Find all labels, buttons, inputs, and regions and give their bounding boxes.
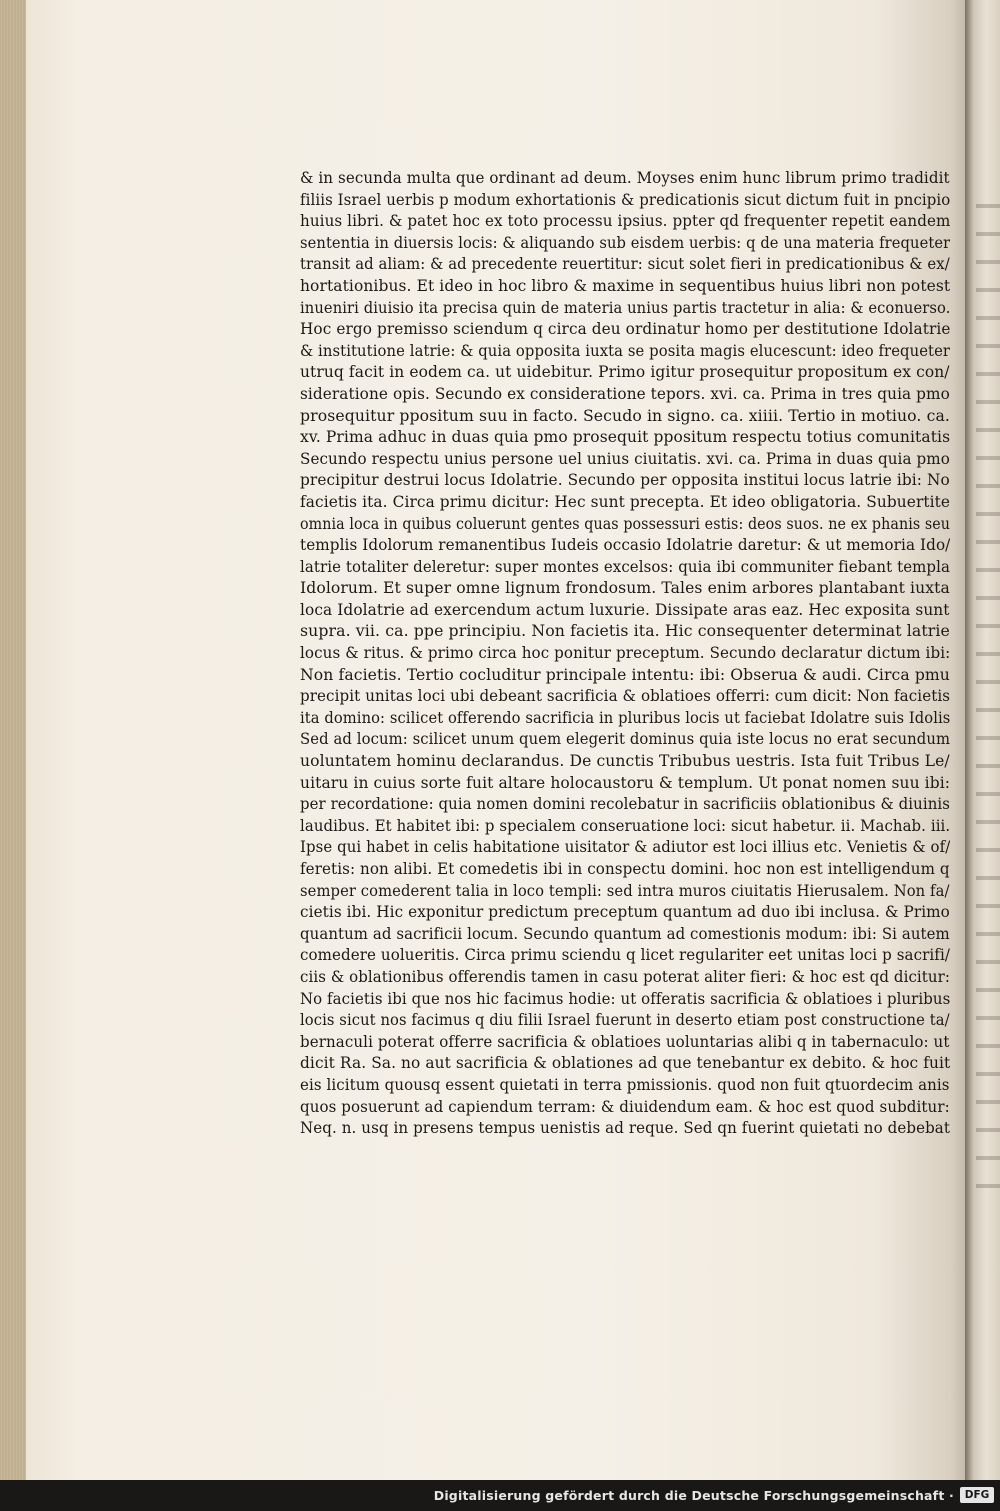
text-line: quos posuerunt ad capiendum terram: & diuidendum eam. & hoc est quod subditur: — [300, 1097, 950, 1116]
text-line: prosequitur ppositum suu in facto. Secudo in signo. ca. xiiii. Tertio in motiuo. ca. — [300, 406, 950, 425]
text-line: eis licitum quousq essent quietati in terra pmissionis. quod non fuit qtuordecim anis — [300, 1075, 950, 1094]
text-line: bernaculi poterat offerre sacrificia & oblatioes uoluntarias alibi q in tabernaculo: ut — [300, 1032, 950, 1051]
text-line: dicit Ra. Sa. no aut sacrificia & oblationes ad que tenebantur ex debito. & hoc fuit — [300, 1054, 951, 1073]
text-line: transit ad aliam: & ad precedente reuertitur: sicut solet fieri in predicationibus & ex/ — [300, 255, 950, 274]
text-line: templis Idolorum remanentibus Iudeis occasio Idolatrie daretur: & ut memoria Ido/ — [300, 536, 950, 555]
facing-page-text-edge — [976, 190, 1000, 1190]
text-line: filiis Israel uerbis p modum exhortationis & predicationis sicut dictum fuit in pncipio — [300, 190, 950, 209]
text-line: xv. Prima adhuc in duas quia pmo prosequit ppositum respectu totius comunitatis — [300, 428, 951, 447]
text-line: cietis ibi. Hic exponitur predictum preceptum quantum ad duo ibi inclusa. & Primo — [300, 903, 950, 922]
text-line: sententia in diuersis locis: & aliquando sub eisdem uerbis: q de una materia frequeter — [300, 233, 951, 252]
text-line: Idolorum. Et super omne lignum frondosum. Tales enim arbores plantabant iuxta — [300, 579, 950, 598]
text-line: omnia loca in quibus coluerunt gentes quas possessuri estis: deos suos. ne ex phanis seu — [300, 514, 950, 533]
text-line: comedere uolueritis. Circa primu sciendu q licet regulariter eet unitas loci p sacrifi/ — [300, 946, 950, 965]
text-line: huius libri. & patet hoc ex toto processu ipsius. ppter qd frequenter repetit eandem — [300, 212, 951, 231]
text-line: & in secunda multa que ordinant ad deum. Moyses enim hunc librum primo tradidit — [300, 169, 950, 187]
text-line: Neq. n. usq in presens tempus uenistis ad reque. Sed qn fuerint quietati no debebat — [300, 1119, 950, 1138]
text-line: ita domino: scilicet offerendo sacrificia in pluribus locis ut faciebat Idolatre suis Idolis — [300, 708, 951, 727]
text-line: semper comederent talia in loco templi: sed intra muros ciuitatis Hierusalem. Non fa/ — [300, 881, 950, 900]
text-block — [300, 168, 950, 1140]
text-line: sideratione opis. Secundo ex consideratione tepors. xvi. ca. Prima in tres quia pmo — [300, 384, 950, 403]
text-line: locus & ritus. & primo circa hoc ponitur preceptum. Secundo declaratur dictum ibi: — [300, 644, 951, 663]
running-head-bleedthrough — [530, 60, 610, 74]
text-line: Ipse qui habet in celis habitatione uisitator & adiutor est loci illius etc. Venietis & of/ — [300, 838, 951, 857]
text-line: locis sicut nos facimus q diu filii Israel fuerunt in deserto etiam post constructione ta/ — [300, 1011, 950, 1030]
text-line: loca Idolatrie ad exercendum actum luxurie. Dissipate aras eaz. Hec exposita sunt — [300, 600, 950, 619]
text-line: precipit unitas loci ubi debeant sacrificia & oblatioes offerri: cum dicit: Non facietis — [300, 687, 950, 706]
text-line: & institutione latrie: & quia opposita iuxta se posita magis elucescunt: ideo frequeter — [300, 341, 950, 360]
footer-bar — [0, 1480, 1000, 1511]
footer-credit: Digitalisierung gefördert durch die Deutsche Forschungsgemeinschaft · — [433, 1488, 954, 1503]
text-line: ciis & oblationibus offerendis tamen in casu poterat aliter fieri: & hoc est qd dicitur: — [300, 967, 951, 986]
text-line: Hoc ergo premisso sciendum q circa deu ordinatur homo per destitutione Idolatrie — [300, 320, 951, 339]
text-line: inueniri diuisio ita precisa quin de materia unius partis tractetur in alia: & econuerso. — [300, 298, 951, 317]
text-line: laudibus. Et habitet ibi: p specialem conseruatione loci: sicut habetur. ii. Machab. iii. — [300, 816, 951, 835]
text-line: facietis ita. Circa primu dicitur: Hec sunt precepta. Et ideo obligatoria. Subuertite — [300, 492, 950, 511]
text-line: uoluntatem hominu declarandus. De cunctis Tribubus uestris. Ista fuit Tribus Le/ — [300, 752, 950, 771]
text-line: utruq facit in eodem ca. ut uidebitur. Primo igitur prosequitur propositum ex con/ — [300, 363, 950, 382]
text-line: Secundo respectu unius persone uel unius ciuitatis. xvi. ca. Prima in duas quia pmo — [300, 449, 950, 468]
text-line: supra. vii. ca. ppe principiu. Non facietis ita. Hic consequenter determinat latrie — [300, 622, 950, 641]
text-line: uitaru in cuius sorte fuit altare holocaustoru & templum. Ut ponat nomen suu ibi: — [300, 773, 951, 792]
text-line: precipitur destrui locus Idolatrie. Secundo per opposita institui locus latrie ibi: No — [300, 471, 950, 490]
dfg-logo: DFG — [960, 1487, 994, 1503]
text-line: Sed ad locum: scilicet unum quem elegerit dominus quia iste locus no erat secundum — [300, 730, 950, 749]
text-line: No facietis ibi que nos hic facimus hodie: ut offeratis sacrificia & oblatioes i pluribus — [300, 989, 950, 1008]
text-line: hortationibus. Et ideo in hoc libro & maxime in sequentibus huius libri non potest — [300, 276, 950, 295]
text-line: per recordatione: quia nomen domini recolebatur in sacrificiis oblationibus & diuinis — [300, 795, 950, 814]
text-line: latrie totaliter deleretur: super montes excelsos: quia ibi communiter fiebant templa — [300, 557, 951, 576]
text-line: quantum ad sacrificii locum. Secundo quantum ad comestionis modum: ibi: Si autem — [300, 924, 950, 943]
text-line: feretis: non alibi. Et comedetis ibi in conspectu domini. hoc non est intelligendum q — [300, 860, 950, 878]
text-line: Non facietis. Tertio cocluditur principale intentu: ibi: Obserua & audi. Circa pmu — [300, 665, 950, 684]
